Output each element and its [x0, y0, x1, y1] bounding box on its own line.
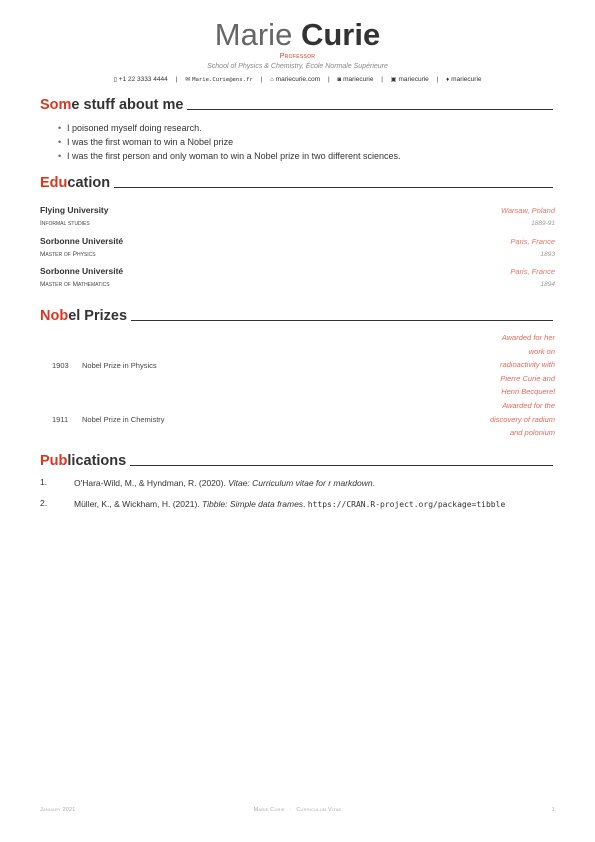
section-rule [130, 465, 553, 466]
publication-citation: O'Hara-Wild, M., & Hyndman, R. (2020). Vitae: Curriculum vitae for r markdown. [74, 478, 375, 488]
homepage-contact[interactable]: ⌂ mariecurie.com [270, 76, 321, 83]
publication-url[interactable]: https://CRAN.R-project.org/package=tibble [307, 500, 506, 509]
contact-separator: | [436, 76, 439, 83]
linkedin-contact[interactable]: ▣ mariecurie [390, 76, 429, 83]
section-header-education: Education [40, 175, 553, 191]
address: School of Physics & Chemistry, École Normale Supérieure [207, 63, 388, 70]
section-rule [114, 187, 553, 188]
contact-separator: | [381, 76, 383, 83]
publication-number: 2. [40, 498, 48, 508]
location: Paris, France [510, 237, 555, 246]
section-header-prizes: Nobel Prizes [40, 308, 553, 324]
email-contact[interactable]: ✉ Marie.Curie@ens.fr [185, 77, 253, 83]
institution: Sorbonne Université [40, 266, 124, 276]
prize-year: 1903 [52, 361, 69, 370]
section-rule [131, 320, 553, 321]
linkedin-icon: ▣ [390, 77, 397, 83]
home-icon: ⌂ [270, 77, 274, 83]
position-title: Professor [279, 53, 316, 60]
last-name: Curie [300, 17, 381, 52]
list-item: • I poisoned myself doing research. [58, 123, 202, 133]
contact-separator: | [260, 76, 263, 83]
publication-citation: Müller, K., & Wickham, H. (2021). Tibble: Simple data frames. https://CRAN.R-project.org/package=tibble [74, 499, 506, 509]
github-icon: ◙ [337, 77, 342, 83]
institution: Flying University [40, 205, 109, 215]
contact-separator: | [175, 76, 178, 83]
degree: Master of Physics [40, 251, 96, 258]
prize-description: Awarded for the discovery of radium and polonium [489, 401, 555, 437]
github-contact[interactable]: ◙ mariecurie [337, 76, 374, 83]
envelope-icon: ✉ [185, 77, 191, 83]
footer-page-number: 1 [551, 807, 555, 813]
cv-name [0, 17, 595, 53]
phone-contact[interactable]: ▯ +1 22 3333 4444 [113, 76, 168, 83]
location: Paris, France [510, 267, 555, 276]
footer-date: January 2021 [40, 807, 76, 813]
prize-name: Nobel Prize in Chemistry [82, 415, 165, 424]
contact-bar [0, 76, 595, 83]
section-header-publications: Publications [40, 453, 553, 469]
first-name: Marie [214, 17, 293, 52]
years: 1894 [540, 281, 555, 288]
bullet-icon: • [58, 137, 62, 147]
prize-description: Awarded for her work on radioactivity with Pierre Curie and Henri Becquerel [499, 333, 555, 396]
twitter-contact[interactable]: ♦ mariecurie [446, 76, 482, 83]
years: 1893 [540, 251, 555, 258]
location: Warsaw, Poland [500, 206, 555, 215]
list-item: • I was the first person and only woman to win a Nobel prize in two different sciences. [58, 151, 401, 161]
degree: Master of Mathematics [40, 281, 110, 288]
prize-name: Nobel Prize in Physics [82, 361, 157, 370]
section-rule [187, 109, 553, 110]
institution: Sorbonne Université [40, 236, 124, 246]
contact-separator: | [327, 76, 330, 83]
degree: Informal studies [40, 220, 90, 227]
prize-year: 1911 [52, 415, 69, 424]
about-list [58, 121, 401, 163]
phone-icon: ▯ [113, 77, 117, 83]
years: 1889-91 [531, 220, 555, 227]
publication-number: 1. [40, 477, 48, 487]
section-header-about: Some stuff about me [40, 97, 553, 113]
bullet-icon: • [58, 123, 62, 133]
twitter-icon: ♦ [446, 77, 450, 83]
footer-center: Marie Curie · Curriculum Vitae [253, 807, 342, 813]
list-item: • I was the first woman to win a Nobel prize [58, 137, 234, 147]
bullet-icon: • [58, 151, 62, 161]
